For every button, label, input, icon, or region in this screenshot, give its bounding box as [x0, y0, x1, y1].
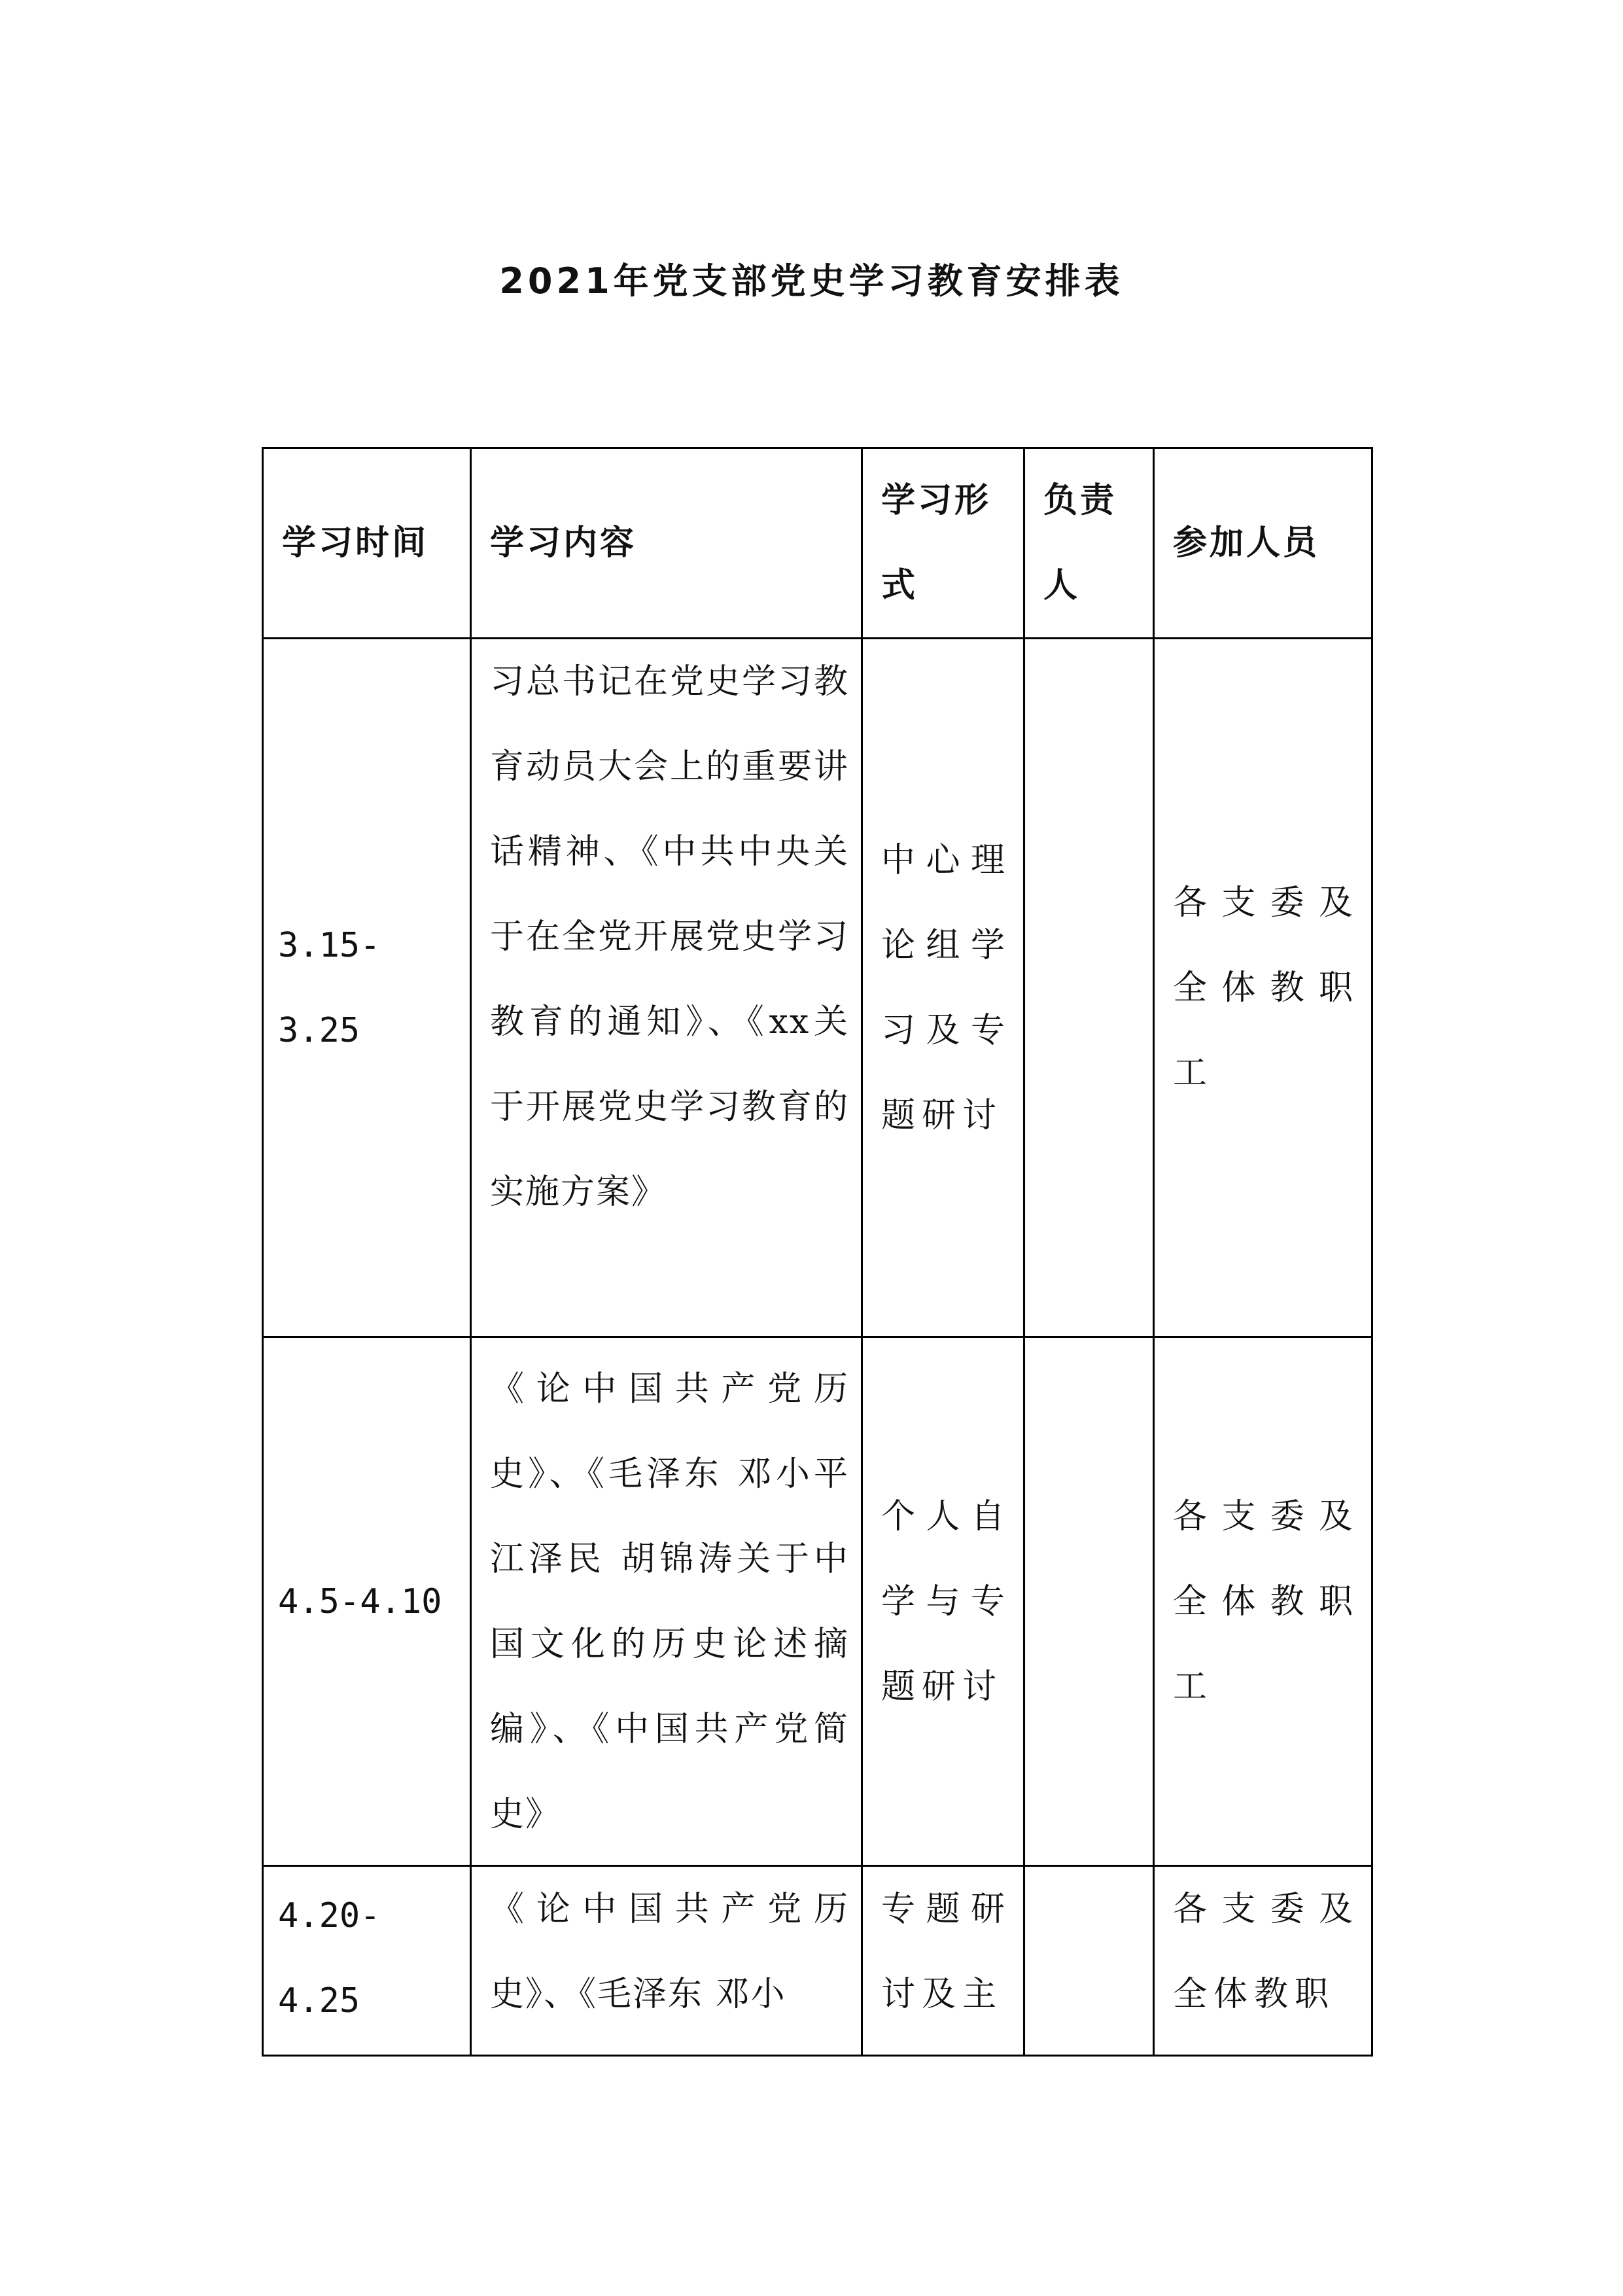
- cell-participants: 各支委及全体教职: [1154, 1866, 1372, 2056]
- cell-content: 习总书记在党史学习教育动员大会上的重要讲话精神、《中共中央关于在全党开展党史学习教育的通知》、《xx关于开展党史学习教育的实施方案》: [471, 639, 862, 1337]
- cell-content: 《论中国共产党历史》、《毛泽东 邓小: [471, 1866, 862, 2056]
- header-content: 学习内容: [471, 448, 862, 639]
- table-header-row: [263, 448, 1372, 639]
- cell-form: 专题研讨及主: [862, 1866, 1024, 2056]
- cell-responsible: [1024, 639, 1154, 1337]
- header-responsible: 负责人: [1024, 448, 1154, 639]
- cell-form: 个人自学与专题研讨: [862, 1337, 1024, 1866]
- cell-time: 3.15-3.25: [263, 639, 471, 1337]
- header-participants: 参加人员: [1154, 448, 1372, 639]
- header-form: 学习形式: [862, 448, 1024, 639]
- schedule-table: [262, 447, 1373, 2057]
- table-row: [263, 1866, 1372, 2056]
- cell-time: 4.5-4.10: [263, 1337, 471, 1866]
- cell-responsible: [1024, 1866, 1154, 2056]
- cell-participants: 各支委及全体教职工: [1154, 639, 1372, 1337]
- cell-participants: 各支委及全体教职工: [1154, 1337, 1372, 1866]
- cell-form: 中心理论组学习及专题研讨: [862, 639, 1024, 1337]
- header-time: 学习时间: [263, 448, 471, 639]
- table-row: [263, 1337, 1372, 1866]
- page-title: 2021年党支部党史学习教育安排表: [499, 260, 1124, 302]
- cell-content: 《论中国共产党历史》、《毛泽东 邓小平 江泽民 胡锦涛关于中国文化的历史论述摘编》、《中国共产党简史》: [471, 1337, 862, 1866]
- table-row: [263, 639, 1372, 1337]
- cell-responsible: [1024, 1337, 1154, 1866]
- cell-time: 4.20-4.25: [263, 1866, 471, 2056]
